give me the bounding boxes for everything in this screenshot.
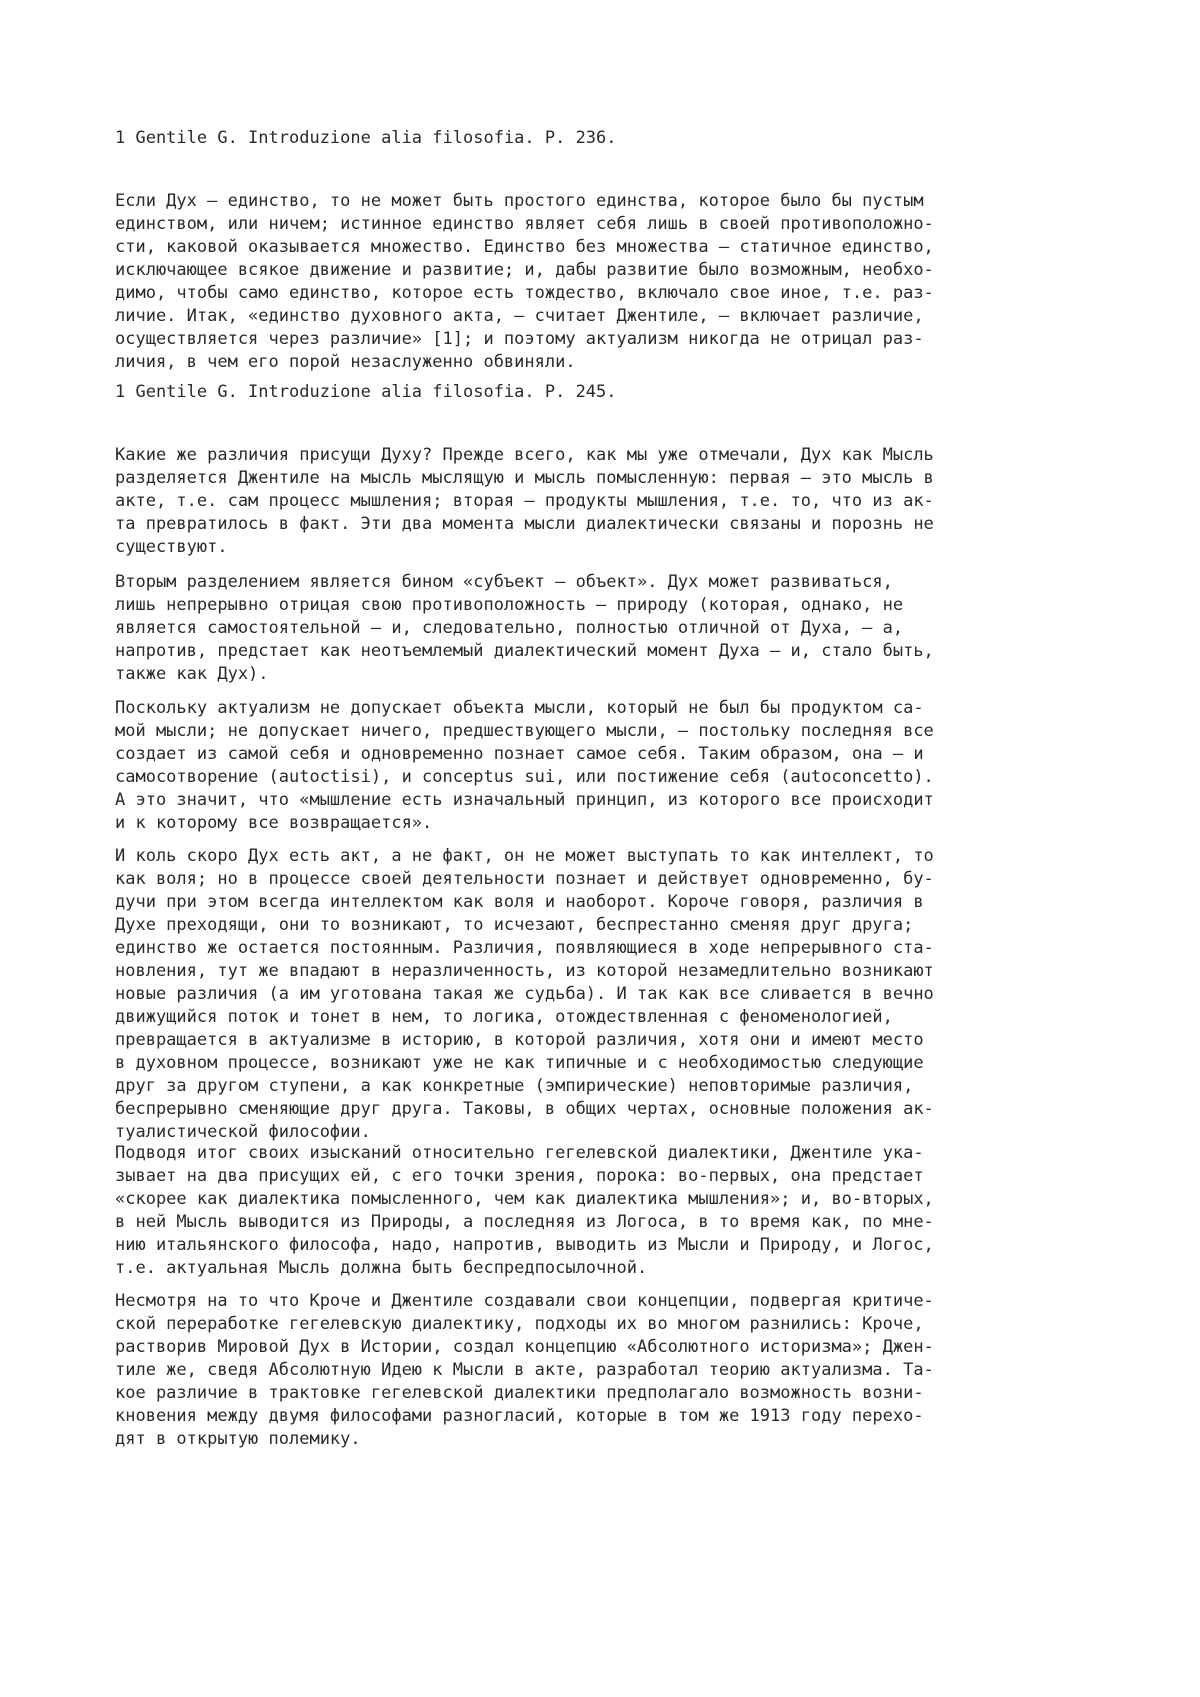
- paragraph: Подводя итог своих изысканий относительно гегелевской диалектики, Джентиле ука- зывает на два присущих ей, с его точки зрения, порока: во-первых, она предстает «скорее как диалектика помысленного, чем как диалектика мышления»; и, во-вторых, в ней Мысль выводится из Природы, а последняя из Логоса, в то время как, по мне- нию итальянского философа, надо, напротив, выводить из Мысли и Природу, и Логос, т.е. актуальная Мысль должна быть беспредпосылочной.: [115, 1143, 934, 1278]
- paragraph: Несмотря на то что Кроче и Джентиле создавали свои концепции, подвергая критиче- ской переработке гегелевскую диалектику, подходы их во многом разнились: Кроче, растворив Мировой Дух в Истории, создал концепцию «Абсолютного историзма»; Джен- тиле же, сведя Абсолютную Идею к Мысли в акте, разработал теорию актуализма. Та- кое различие в трактовке гегелевской диалектики предполагало возможность возни- кновения между двумя философами разногласий, которые в том же 1913 году перехо- дят в открытую полемику.: [115, 1291, 934, 1449]
- paragraph: Какие же различия присущи Духу? Прежде всего, как мы уже отмечали, Дух как Мысль разделяется Джентиле на мысль мыслящую и мысль помысленную: первая — это мысль в акте, т.е. сам процесс мышления; вторая — продукты мышления, т.е. то, что из ак- та превратилось в факт. Эти два момента мысли диалектически связаны и порознь не существуют.: [115, 445, 934, 557]
- footnote: 1 Gentile G. Introduzione alia filosofia. P. 236.: [115, 128, 617, 148]
- footnote: 1 Gentile G. Introduzione alia filosofia. P. 245.: [115, 382, 617, 402]
- paragraph: Вторым разделением является бином «субъект — объект». Дух может развиваться, лишь непрерывно отрицая свою противоположность — природу (которая, однако, не является самостоятельной — и, следовательно, полностью отличной от Духа, — а, напротив, предстает как неотъемлемый диалектический момент Духа — и, стало быть, также как Дух).: [115, 572, 934, 684]
- paragraph: И коль скоро Дух есть акт, а не факт, он не может выступать то как интеллект, то как воля; но в процессе своей деятельности познает и действует одновременно, бу- дучи при этом всегда интеллектом как воля и наоборот. Короче говоря, различия в Духе преходящи, они то возникают, то исчезают, беспрестанно сменяя друг друга; единство же остается постоянным. Различия, появляющиеся в ходе непрерывного ста- новления, тут же впадают в неразличенность, из которой незамедлительно возникают новые различия (а им уготована такая же судьба). И так как все сливается в вечно движущийся поток и тонет в нем, то логика, отождествленная с феноменологией, превращается в актуализме в историю, в которой различия, хотя они и имеют место в духовном процессе, возникают уже не как типичные и с необходимостью следующие друг за другом ступени, а как конкретные (эмпирические) неповторимые различия, беспрерывно сменяющие друг друга. Таковы, в общих чертах, основные положения ак- туалистической философии.: [115, 846, 934, 1142]
- paragraph: Поскольку актуализм не допускает объекта мысли, который не был бы продуктом са- мой мысли; не допускает ничего, предшествующего мысли, — постольку последняя все создает из самой себя и одновременно познает самое себя. Таким образом, она — и самосотворение (autoctisi), и conceptus sui, или постижение себя (autoconcetto). А это значит, что «мышление есть изначальный принцип, из которого все происходит и к которому все возвращается».: [115, 698, 934, 833]
- paragraph: Если Дух — единство, то не может быть простого единства, которое было бы пустым единством, или ничем; истинное единство являет себя лишь в своей противоположно- сти, каковой оказывается множество. Единство без множества — статичное единство, исключающее всякое движение и развитие; и, дабы развитие было возможным, необхо- димо, чтобы само единство, которое есть тождество, включало свое иное, т.е. раз- личие. Итак, «единство духовного акта, — считает Джентиле, — включает различие, осуществляется через различие» [1]; и поэтому актуализм никогда не отрицал раз- личия, в чем его порой незаслуженно обвиняли.: [115, 191, 934, 372]
